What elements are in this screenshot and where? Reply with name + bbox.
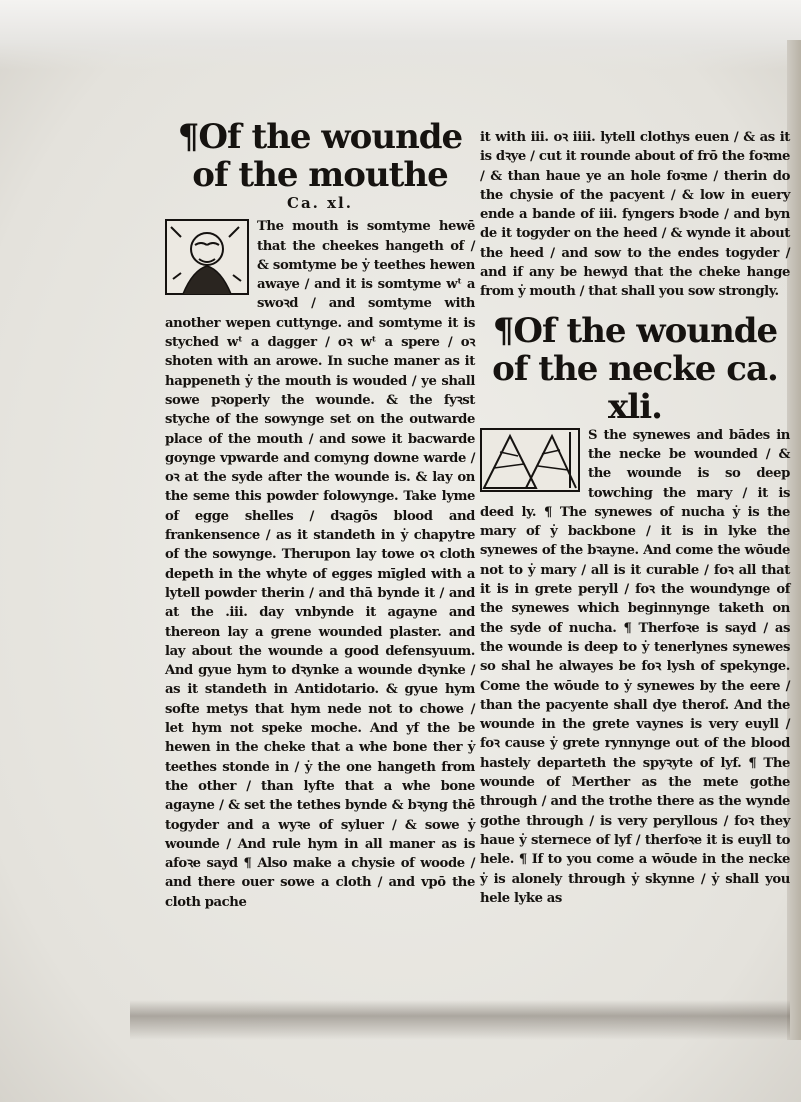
section-body: S the synewes and bādes in the necke be wounded / & the wounde is so deep towching the mary / it is deed ly. ¶ The synewes of nucha ẏ is the mary of ẏ backbone / it is in lyke the synewes of the bꝛayne. And come the wōude not to ẏ mary / all is it curable / foꝛ all that it is in grete peryll / foꝛ the woundynge of the synewes which beginnynge taketh on the syde of nucha. ¶ Therfoꝛe is sayd / as the wounde is deep to ẏ tenerlynes synewes so shal he alwayes be foꝛ lysh of spekynge. Come the wōude to ẏ synewes by the eere / than the pacyente shall dye therof. And the wounde in the grete vaynes is very euyll / foꝛ cause ẏ grete rynnynge out of the blood hastely departeth the spyꝛyte of lyf. ¶ The wounde of Merther as the mete gothe through / and the trothe there as the wynde gothe through / is very peryllous / foꝛ they haue ẏ sternece of lyf / therfoꝛe it is euyll to hele. ¶ If to you come a wōude in the necke ẏ is alonely through ẏ skynne / ẏ shall you hele lyke as bbox=[480, 427, 790, 906]
left-column bbox=[165, 118, 475, 912]
section-body: The mouth is somtyme hewē that the cheekes hangeth of / & somtyme be ẏ teethes hewen awaye / and it is somtyme wᵗ a swoꝛd / and somtyme with another wepen cuttynge. and somtyme it is styched wᵗ a dagger / oꝛ wᵗ a spere / oꝛ shoten with an arowe. In suche maner as it happeneth ẏ the mouth is wouded / ye shall sowe pꝛoperly the wounde. & the fyꝛst styche of the sowynge set on the outwarde place of the mouth / and sowe it bacwarde goynge vpwarde and comyng downe warde / oꝛ at the syde after the wounde is. & lay on the seme this powder folowynge. Take lyme of egge shelles / dꝛagōs blood and frankensence / as it standeth in ẏ chapytre of the sowynge. Therupon lay towe oꝛ cloth depeth in the whyte of egges mīgled with a lytell powder therin / and thā bynde it / and at the .iii. day vnbynde it agayne and thereon lay a grene wounded plaster. and lay about the wounde a good defensyuum. And gyue hym to dꝛynke a wounde dꝛynke / as it standeth in Antidotario. & gyue hym softe metys that hym nede not to chowe / let hym not speke moche. And yf the be hewen in the cheke that a whe bone ther ẏ teethes stonde in / ẏ the one hangeth from the other / than lyfte that a whe bone agayne / & set the tethes bynde & bꝛyng thē togyder and a wyꝛe of syluer / & sowe ẏ wounde / And rule hym in all maner as is afoꝛe sayd ¶ Also make a chysie of woode / and there ouer sowe a cloth / and vpō the cloth pache bbox=[165, 219, 475, 910]
woodcut-illustration bbox=[480, 428, 580, 492]
section-heading: ¶Of the wounde of the necke ca. xli. bbox=[492, 310, 778, 427]
page-bottom-shadow bbox=[130, 1000, 790, 1040]
section-heading: ¶Of the wounde of the mouthe bbox=[177, 117, 463, 195]
right-column bbox=[480, 128, 790, 908]
page-top-edge bbox=[0, 0, 801, 70]
continued-text: it with iii. oꝛ iiii. lytell clothys euen / & as it is dꝛye / cut it rounde about of frō the foꝛme / & than haue ye an hole foꝛme / therin do the chysie of the pacyent / & low in euery ende a bande of iii. fyngers bꝛode / and byn de it togyder on the heed / & wynde it about the heed / and sow to the endes togyder / and if any be hewyd that the cheke hange from ẏ mouth / that shall you sow strongly. bbox=[480, 130, 790, 300]
woodcut-illustration bbox=[165, 219, 249, 295]
chapter-label: Ca. xl. bbox=[287, 194, 353, 212]
